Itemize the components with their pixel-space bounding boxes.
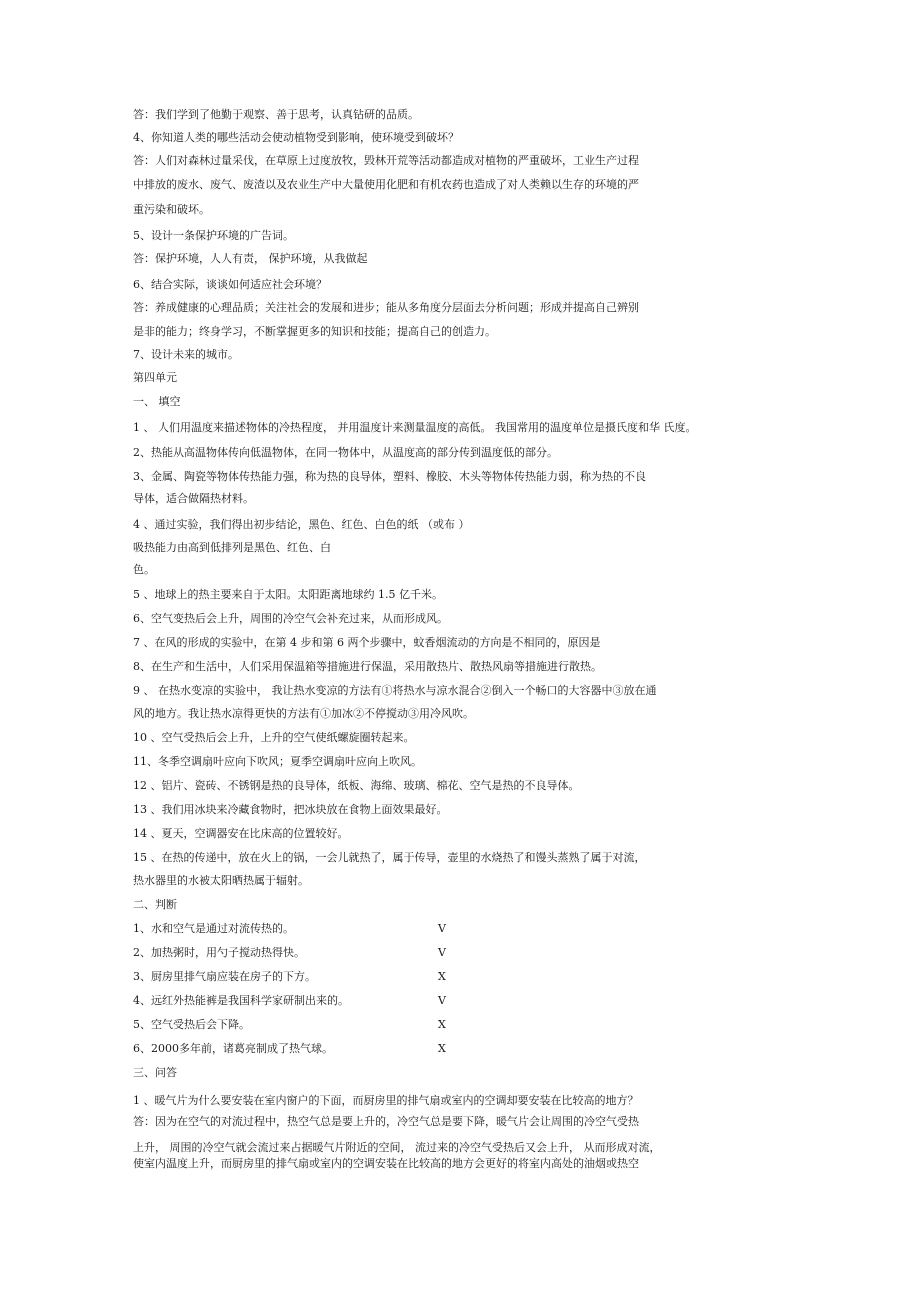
judgment-statement: 1、水和空气是通过对流传热的。 [133,922,294,935]
text-line: 8、在生产和生活中，人们采用保温箱等措施进行保温，采用散热片、散热风扇等措施进行散热。 [133,660,602,673]
judgment-mark: X [438,1042,446,1055]
text-line: 11、冬季空调扇叶应向下吹风；夏季空调扇叶应向上吹风。 [133,755,422,768]
text-line: 色。 [133,563,155,576]
text-line: 1 、 人们用温度来描述物体的冷热程度， 并用温度计来测量温度的高低。 我国常用的温度单位是摄氏度和华 氏度。 [133,421,697,434]
text-line: 7 、在风的形成的实验中，在第 4 步和第 6 两个步骤中，蚊香烟流动的方向是不相同的，原因是 [133,636,601,649]
judgment-statement: 6、2000多年前，诸葛亮制成了热气球。 [133,1042,333,1055]
section-heading: 二、判断 [133,898,177,911]
text-line: 9 、 在热水变凉的实验中， 我让热水变凉的方法有①将热水与凉水混合②倒入一个畅口的大容器中③放在通 [133,684,657,697]
text-line: 1 、暖气片为什么要安装在室内窗户的下面，而厨房里的排气扇或室内的空调却要安装在比较高的地方？ [133,1094,639,1107]
section-heading: 一、 填空 [133,395,181,408]
text-line: 重污染和破坏。 [133,203,210,216]
text-line: 14 、夏天，空调器安在比床高的位置较好。 [133,827,349,840]
text-line: 中排放的废水、废气、废渣以及农业生产中大量使用化肥和有机农药也造成了对人类赖以生存的环境的严 [133,178,639,191]
judgment-mark: V [438,922,446,935]
text-line: 15 、在热的传递中，放在火上的锅，一会儿就热了，属于传导，壶里的水烧热了和馒头蒸熟了属于对流， [133,851,646,864]
text-line: 12 、铝片、瓷砖、不锈钢是热的良导体，纸板、海绵、玻璃、棉花、空气是热的不良导体。 [133,779,580,792]
text-line: 5、设计一条保护环境的广告词。 [133,229,294,242]
text-line: 使室内温度上升，而厨房里的排气扇或室内的空调安装在比较高的地方会更好的将室内高处的油烟或热空 [133,1157,639,1170]
text-line: 答：我们学到了他勤于观察、善于思考，认真钻研的品质。 [133,108,419,121]
text-line: 答：保护环境，人人有责， 保护环境，从我做起 [133,252,368,265]
text-line: 13 、我们用冰块来冷藏食物时，把冰块放在食物上面效果最好。 [133,803,448,816]
text-line: 5 、地球上的热主要来自于太阳。太阳距离地球约 1.5 亿千米。 [133,588,443,601]
text-line: 7、设计未来的城市。 [133,348,239,361]
text-line: 是非的能力；终身学习，不断掌握更多的知识和技能；提高自己的创造力。 [133,325,496,338]
judgment-statement: 4、远红外热能裤是我国科学家研制出来的。 [133,994,349,1007]
text-line: 吸热能力由高到低排列是黑色、红色、白 [133,541,331,554]
judgment-mark: X [438,1018,446,1031]
text-line: 6、结合实际，谈谈如何适应社会环境？ [133,278,327,291]
text-line: 10 、空气受热后会上升，上升的空气使纸螺旋圈转起来。 [133,731,415,744]
judgment-statement: 5、空气受热后会下降。 [133,1018,250,1031]
text-line: 答：因为在空气的对流过程中，热空气总是要上升的，冷空气总是要下降，暖气片会让周围的冷空气受热 [133,1115,639,1128]
section-heading: 第四单元 [133,371,177,384]
section-heading: 三、问答 [133,1066,177,1079]
text-line: 6、空气变热后会上升，周围的冷空气会补充过来，从而形成风。 [133,612,448,625]
judgment-mark: V [438,946,446,959]
text-line: 2、热能从高温物体传向低温物体，在同一物体中，从温度高的部分传到温度低的部分。 [133,446,558,459]
text-line: 4 、通过实验，我们得出初步结论，黑色、红色、白色的纸 （或布 ） [133,518,470,531]
text-line: 热水器里的水被太阳晒热属于辐射。 [133,874,309,887]
judgment-mark: X [438,970,446,983]
text-line: 答：养成健康的心理品质；关注社会的发展和进步；能从多角度分层面去分析问题；形成并提高自己辨别 [133,301,639,314]
judgment-statement: 3、厨房里排气扇应装在房子的下方。 [133,970,316,983]
text-line: 上升， 周围的冷空气就会流过来占据暖气片附近的空间， 流过来的冷空气受热后又会上升， 从而形成对流， [133,1141,661,1154]
judgment-statement: 2、加热粥时，用勺子搅动热得快。 [133,946,305,959]
text-line: 3、金属、陶瓷等物体传热能力强，称为热的良导体，塑料、橡胶、木头等物体传热能力弱，称为热的不良 [133,470,646,483]
judgment-mark: V [438,994,446,1007]
text-line: 导体，适合做隔热材料。 [133,492,254,505]
text-line: 答：人们对森林过量采伐，在草原上过度放牧，毁林开荒等活动都造成对植物的严重破坏，工业生产过程 [133,154,639,167]
text-line: 4、你知道人类的哪些活动会使动植物受到影响，使环境受到破坏？ [133,131,459,144]
text-line: 风的地方。我让热水凉得更快的方法有①加冰②不停搅动③用冷风吹。 [133,707,474,720]
